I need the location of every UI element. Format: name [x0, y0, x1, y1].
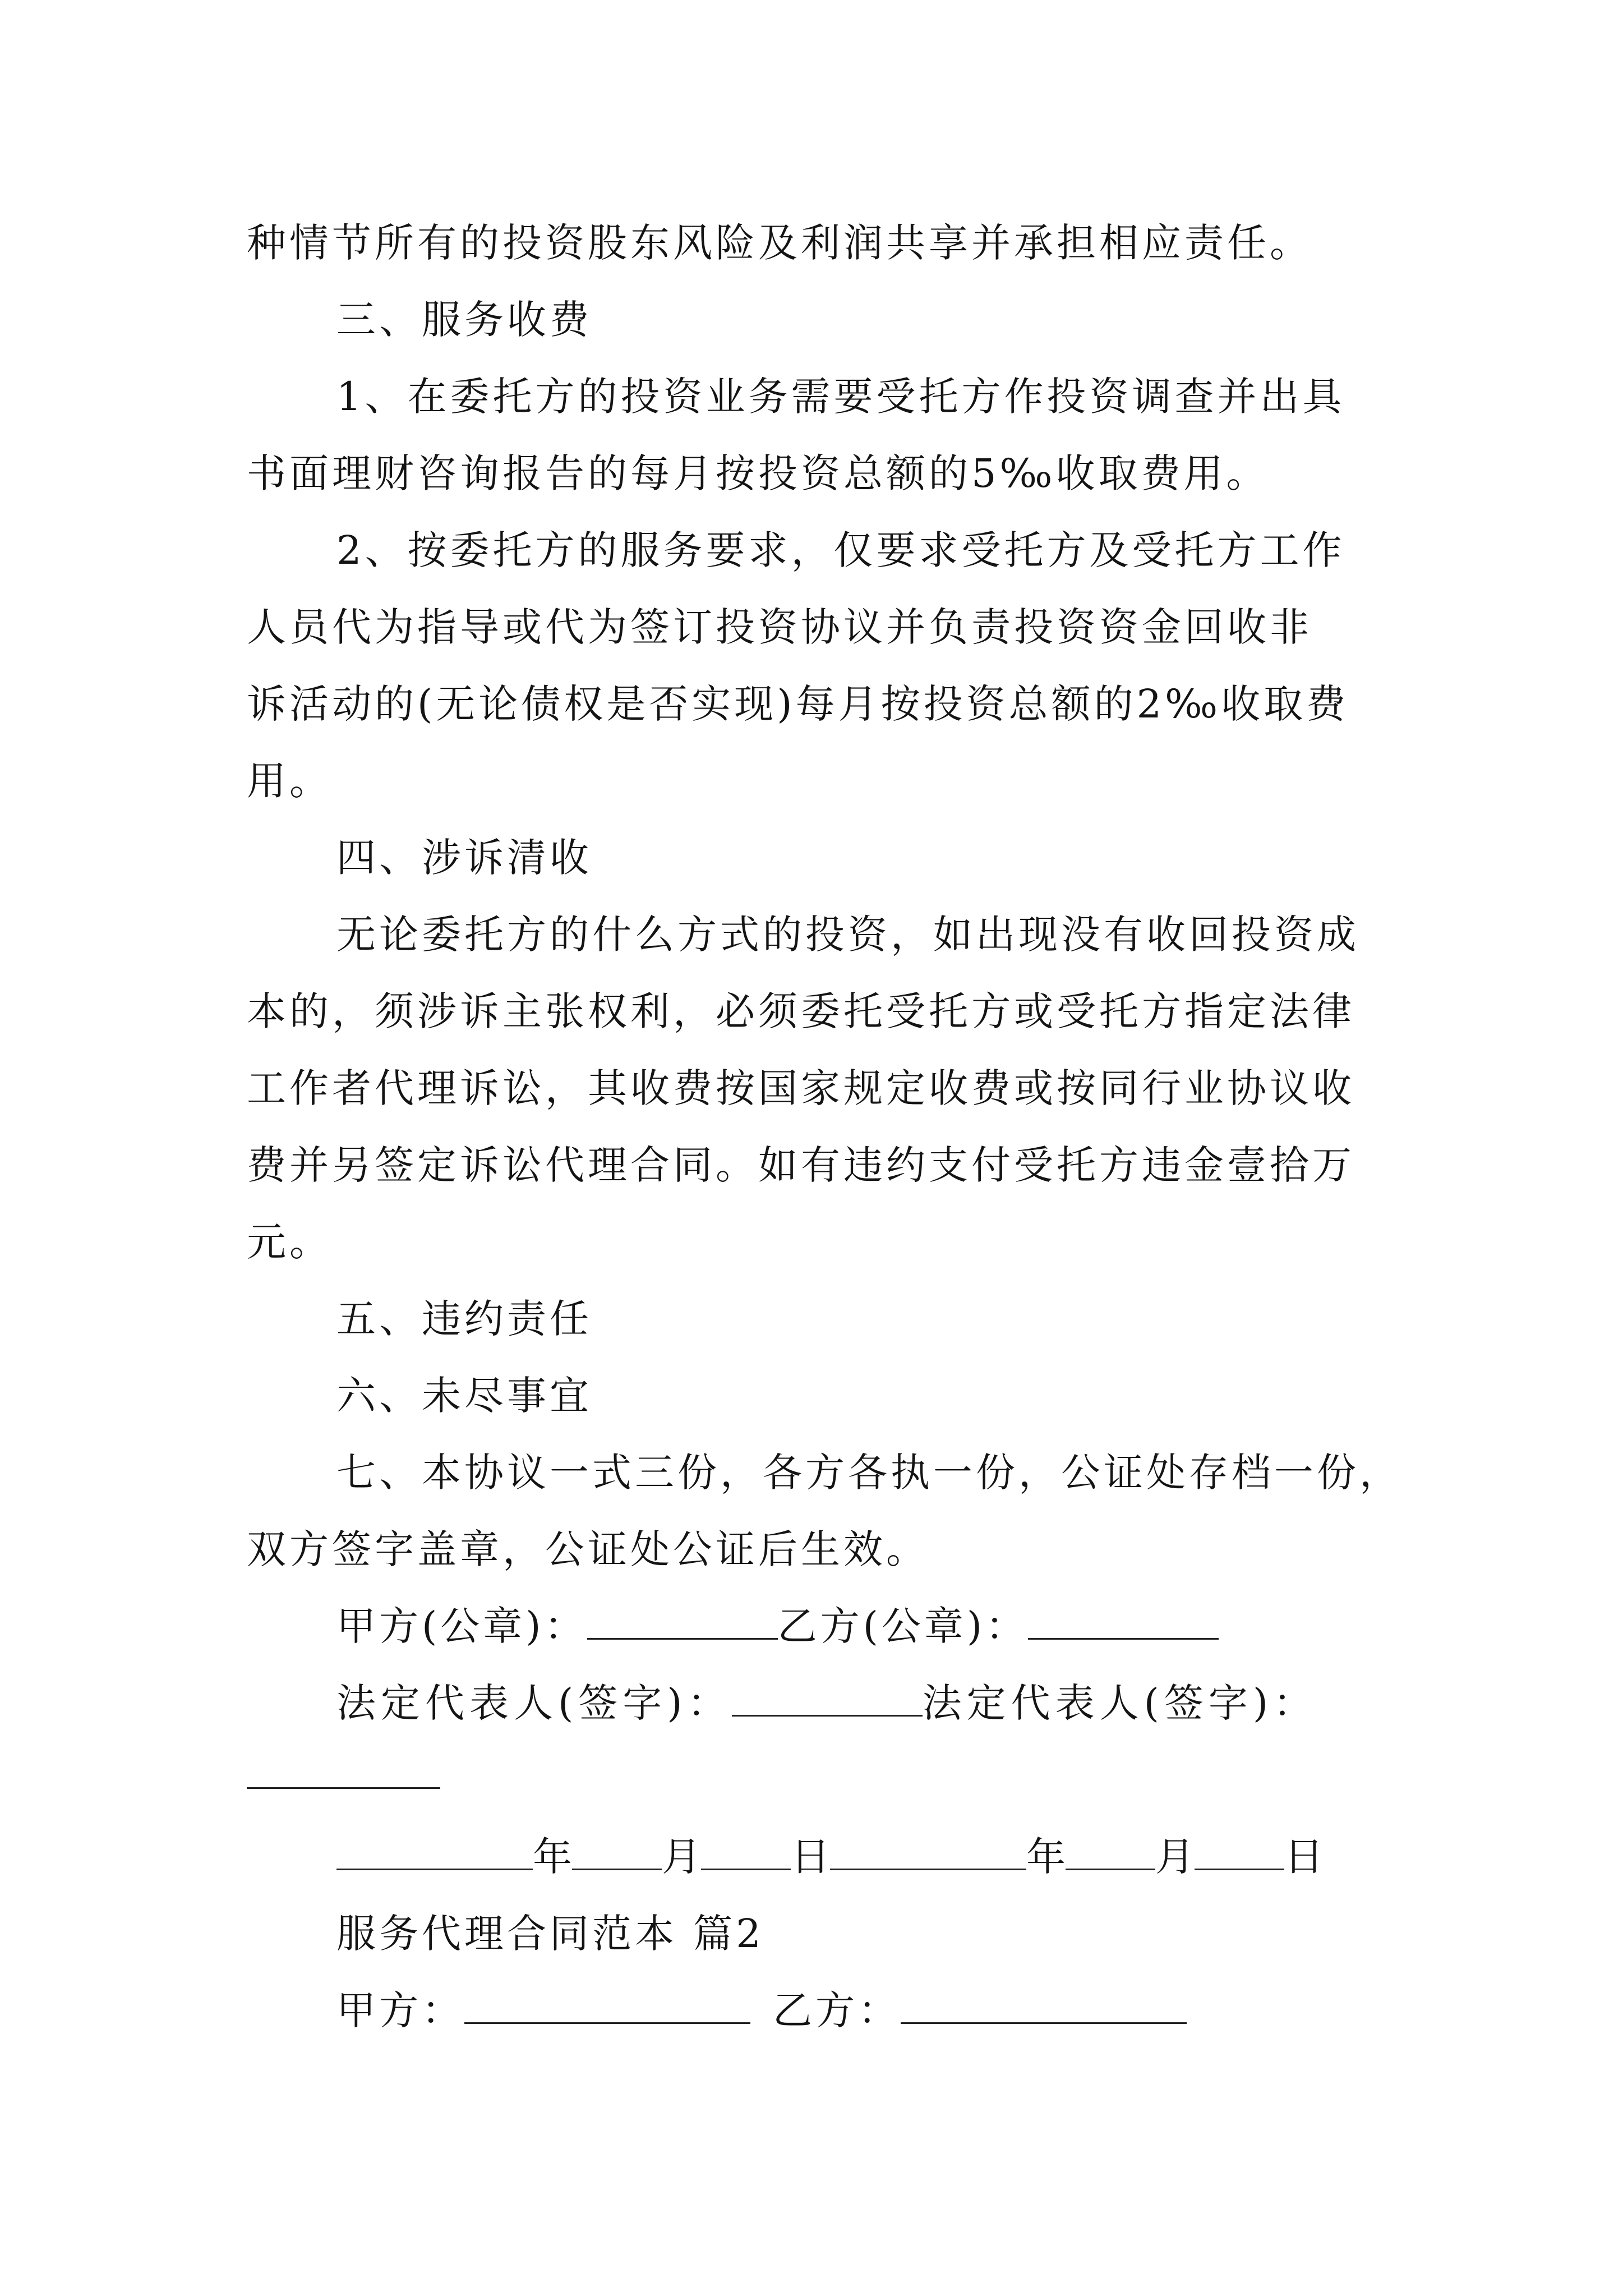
date-line	[336, 1832, 1402, 1882]
section2-parties-line	[336, 1985, 1290, 2036]
paragraph-line: 双方签字盖章，公证处公证后生效。	[247, 1526, 929, 1572]
section-heading-fees: 三、服务收费	[336, 297, 592, 343]
section2-party-a-label: 甲方：	[336, 1987, 464, 2033]
date-b-month-blank	[1066, 1834, 1155, 1870]
section2-title: 服务代理合同范本 篇2	[336, 1911, 764, 1957]
paragraph-line: 书面理财咨询报告的每月按投资总额的5‰收取费用。	[247, 450, 1269, 496]
section-heading-other-matters: 六、未尽事宜	[336, 1373, 592, 1419]
party-a-seal-blank	[587, 1603, 778, 1640]
rep-b-blank	[247, 1787, 440, 1789]
date-a-month-label: 月	[662, 1834, 701, 1880]
paragraph-line: 1、在委托方的投资业务需要受托方作投资调查并出具	[336, 374, 1345, 420]
paragraph-line: 诉活动的(无论债权是否实现)每月按投资总额的2‰收取费	[247, 681, 1349, 727]
paragraph-line: 种情节所有的投资股东风险及利润共享并承担相应责任。	[247, 220, 1312, 266]
signature-rep-line	[336, 1678, 1458, 1728]
section2-party-b-blank	[901, 1987, 1187, 2024]
date-a-day-label: 日	[791, 1834, 830, 1880]
date-b-day-label: 日	[1284, 1834, 1324, 1880]
date-b-year-blank	[830, 1834, 1026, 1870]
section-heading-litigation: 四、涉诉清收	[336, 835, 592, 881]
paragraph-line: 费并另签定诉讼代理合同。如有违约支付受托方违金壹拾万	[247, 1142, 1355, 1188]
paragraph-line: 元。	[247, 1219, 332, 1265]
rep-a-label: 法定代表人(签字)：	[336, 1680, 732, 1726]
party-b-seal-label: 乙方(公章)：	[777, 1603, 1029, 1649]
paragraph-line: 工作者代理诉讼，其收费按国家规定收费或按同行业协议收	[247, 1065, 1355, 1111]
date-a-day-blank	[701, 1834, 791, 1870]
paragraph-line: 人员代为指导或代为签订投资协议并负责投资资金回收非	[247, 604, 1312, 650]
date-a-year-label: 年	[533, 1834, 572, 1880]
date-a-month-blank	[572, 1834, 662, 1870]
section-heading-liability: 五、违约责任	[336, 1296, 592, 1342]
date-b-month-label: 月	[1155, 1834, 1195, 1880]
paragraph-line: 七、本协议一式三份，各方各执一份，公证处存档一份，	[336, 1450, 1402, 1496]
date-b-year-label: 年	[1026, 1834, 1066, 1880]
date-b-day-blank	[1195, 1834, 1284, 1870]
paragraph-line: 本的，须涉诉主张权利，必须委托受托方或受托方指定法律	[247, 988, 1355, 1034]
paragraph-line: 用。	[247, 758, 332, 804]
rep-b-label: 法定代表人(签字)：	[922, 1680, 1318, 1726]
party-a-seal-label: 甲方(公章)：	[336, 1603, 587, 1649]
rep-a-blank	[732, 1680, 923, 1717]
date-a-year-blank	[336, 1834, 533, 1870]
section2-party-b-label: 乙方：	[773, 1987, 901, 2033]
party-b-seal-blank	[1028, 1603, 1219, 1640]
section2-party-a-blank	[464, 1987, 750, 2024]
signature-seal-line	[336, 1601, 1402, 1651]
paragraph-line: 无论委托方的什么方式的投资，如出现没有收回投资成	[336, 912, 1359, 958]
paragraph-line: 2、按委托方的服务要求，仅要求受托方及受托方工作	[336, 527, 1345, 573]
